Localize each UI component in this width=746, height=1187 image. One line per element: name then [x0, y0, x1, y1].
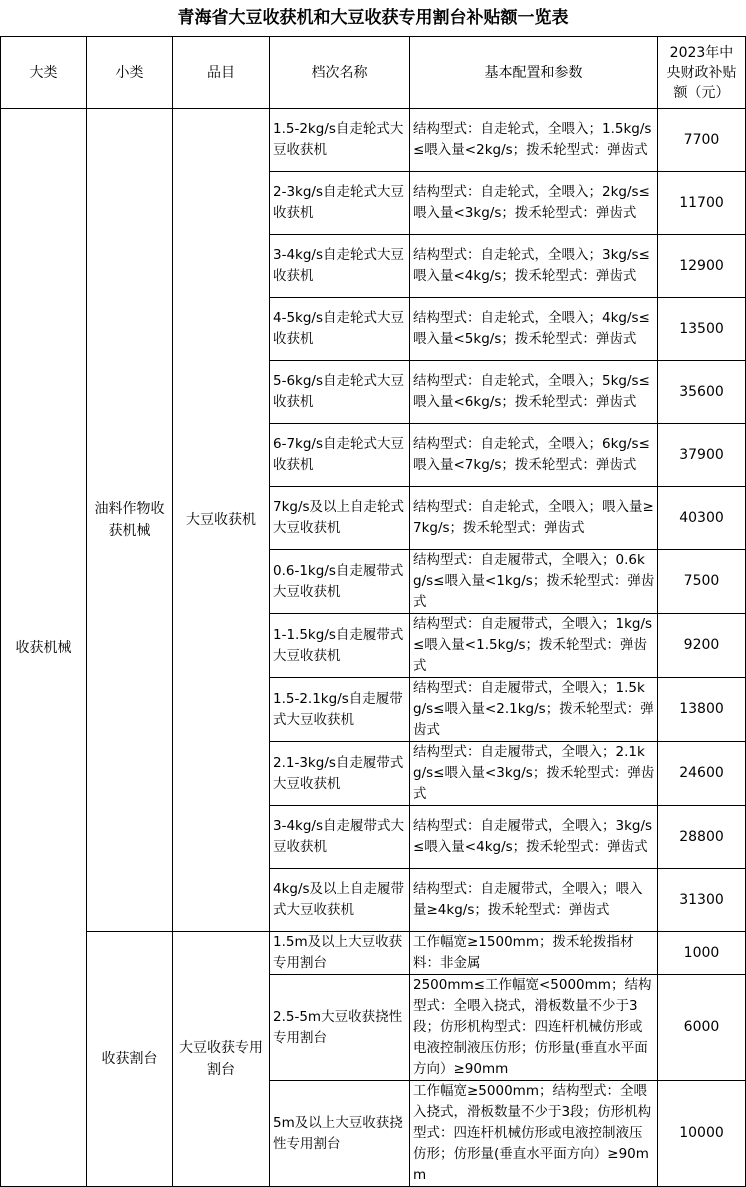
grade-name-cell: 4-5kg/s自走轮式大豆收获机 — [270, 298, 410, 361]
grade-name-cell: 1.5-2.1kg/s自走履带式大豆收获机 — [270, 678, 410, 742]
config-cell: 结构型式：自走履带式，全喂入；2.1kg/s≤喂入量<3kg/s；拨禾轮型式：弹齿式 — [410, 742, 658, 806]
grade-name-cell: 2.1-3kg/s自走履带式大豆收获机 — [270, 742, 410, 806]
subsidy-amount-cell: 7500 — [658, 550, 746, 614]
grade-name-cell: 1.5-2kg/s自走轮式大豆收获机 — [270, 109, 410, 172]
subcategory-cell: 收获割台 — [87, 932, 173, 1187]
table-row — [1, 932, 746, 975]
subsidy-amount-cell: 35600 — [658, 361, 746, 424]
subcategory-cell: 油料作物收获机械 — [87, 109, 173, 932]
config-cell: 结构型式：自走履带式，全喂入；喂入量≥4kg/s；拨禾轮型式：弹齿式 — [410, 869, 658, 932]
subsidy-amount-cell: 11700 — [658, 172, 746, 235]
grade-name-cell: 5-6kg/s自走轮式大豆收获机 — [270, 361, 410, 424]
item-cell: 大豆收获机 — [173, 109, 270, 932]
config-cell: 结构型式：自走轮式，全喂入；6kg/s≤喂入量<7kg/s；拨禾轮型式：弹齿式 — [410, 424, 658, 487]
config-cell: 结构型式：自走轮式，全喂入；2kg/s≤喂入量<3kg/s；拨禾轮型式：弹齿式 — [410, 172, 658, 235]
header-row — [1, 37, 746, 109]
grade-name-cell: 2-3kg/s自走轮式大豆收获机 — [270, 172, 410, 235]
header-category: 大类 — [1, 37, 87, 109]
config-cell: 结构型式：自走轮式，全喂入；4kg/s≤喂入量<5kg/s；拨禾轮型式：弹齿式 — [410, 298, 658, 361]
page-title: 青海省大豆收获机和大豆收获专用割台补贴额一览表 — [177, 8, 569, 28]
subsidy-amount-cell: 7700 — [658, 109, 746, 172]
config-cell: 2500mm≤工作幅宽<5000mm；结构型式：全喂入挠式，滑板数量不少于3段；仿形机构型式：四连杆机械仿形或电液控制液压仿形；仿形量(垂直水平面方向）≥90mm — [410, 975, 658, 1081]
subsidy-amount-cell: 28800 — [658, 806, 746, 869]
grade-name-cell: 3-4kg/s自走轮式大豆收获机 — [270, 235, 410, 298]
header-subcategory: 小类 — [87, 37, 173, 109]
grade-name-cell: 1-1.5kg/s自走履带式大豆收获机 — [270, 614, 410, 678]
config-cell: 结构型式：自走轮式，全喂入；3kg/s≤喂入量<4kg/s；拨禾轮型式：弹齿式 — [410, 235, 658, 298]
header-item: 品目 — [173, 37, 270, 109]
header-subsidy: 2023年中央财政补贴额（元） — [658, 37, 746, 109]
grade-name-cell: 3-4kg/s自走履带式大豆收获机 — [270, 806, 410, 869]
subsidy-amount-cell: 9200 — [658, 614, 746, 678]
item-cell: 大豆收获专用割台 — [173, 932, 270, 1187]
config-cell: 结构型式：自走轮式，全喂入；1.5kg/s≤喂入量<2kg/s；拨禾轮型式：弹齿式 — [410, 109, 658, 172]
subsidy-table — [0, 36, 746, 1187]
config-cell: 结构型式：自走轮式，全喂入；喂入量≥7kg/s；拨禾轮型式：弹齿式 — [410, 487, 658, 550]
subsidy-amount-cell: 13800 — [658, 678, 746, 742]
subsidy-amount-cell: 6000 — [658, 975, 746, 1081]
category-cell: 收获机械 — [1, 109, 87, 1187]
grade-name-cell: 7kg/s及以上自走轮式大豆收获机 — [270, 487, 410, 550]
config-cell: 结构型式：自走履带式，全喂入；0.6kg/s≤喂入量<1kg/s；拨禾轮型式：弹齿式 — [410, 550, 658, 614]
table-row — [1, 109, 746, 172]
grade-name-cell: 4kg/s及以上自走履带式大豆收获机 — [270, 869, 410, 932]
grade-name-cell: 1.5m及以上大豆收获专用割台 — [270, 932, 410, 975]
subsidy-amount-cell: 24600 — [658, 742, 746, 806]
config-cell: 结构型式：自走履带式，全喂入；3kg/s≤喂入量<4kg/s；拨禾轮型式：弹齿式 — [410, 806, 658, 869]
grade-name-cell: 6-7kg/s自走轮式大豆收获机 — [270, 424, 410, 487]
config-cell: 结构型式：自走履带式，全喂入；1kg/s≤喂入量<1.5kg/s；拨禾轮型式：弹齿式 — [410, 614, 658, 678]
grade-name-cell: 2.5-5m大豆收获挠性专用割台 — [270, 975, 410, 1081]
subsidy-amount-cell: 37900 — [658, 424, 746, 487]
header-grade: 档次名称 — [270, 37, 410, 109]
config-cell: 结构型式：自走履带式，全喂入；1.5kg/s≤喂入量<2.1kg/s；拨禾轮型式：弹齿式 — [410, 678, 658, 742]
header-config: 基本配置和参数 — [410, 37, 658, 109]
subsidy-amount-cell: 12900 — [658, 235, 746, 298]
subsidy-amount-cell: 31300 — [658, 869, 746, 932]
config-cell: 结构型式：自走轮式，全喂入；5kg/s≤喂入量<6kg/s；拨禾轮型式：弹齿式 — [410, 361, 658, 424]
subsidy-amount-cell: 40300 — [658, 487, 746, 550]
grade-name-cell: 0.6-1kg/s自走履带式大豆收获机 — [270, 550, 410, 614]
subsidy-amount-cell: 10000 — [658, 1081, 746, 1187]
subsidy-amount-cell: 13500 — [658, 298, 746, 361]
config-cell: 工作幅宽≥5000mm；结构型式：全喂入挠式，滑板数量不少于3段；仿形机构型式：四连杆机械仿形或电液控制液压仿形；仿形量(垂直水平面方向）≥90mm — [410, 1081, 658, 1187]
grade-name-cell: 5m及以上大豆收获挠性专用割台 — [270, 1081, 410, 1187]
subsidy-amount-cell: 1000 — [658, 932, 746, 975]
config-cell: 工作幅宽≥1500mm；拨禾轮拨指材料：非金属 — [410, 932, 658, 975]
